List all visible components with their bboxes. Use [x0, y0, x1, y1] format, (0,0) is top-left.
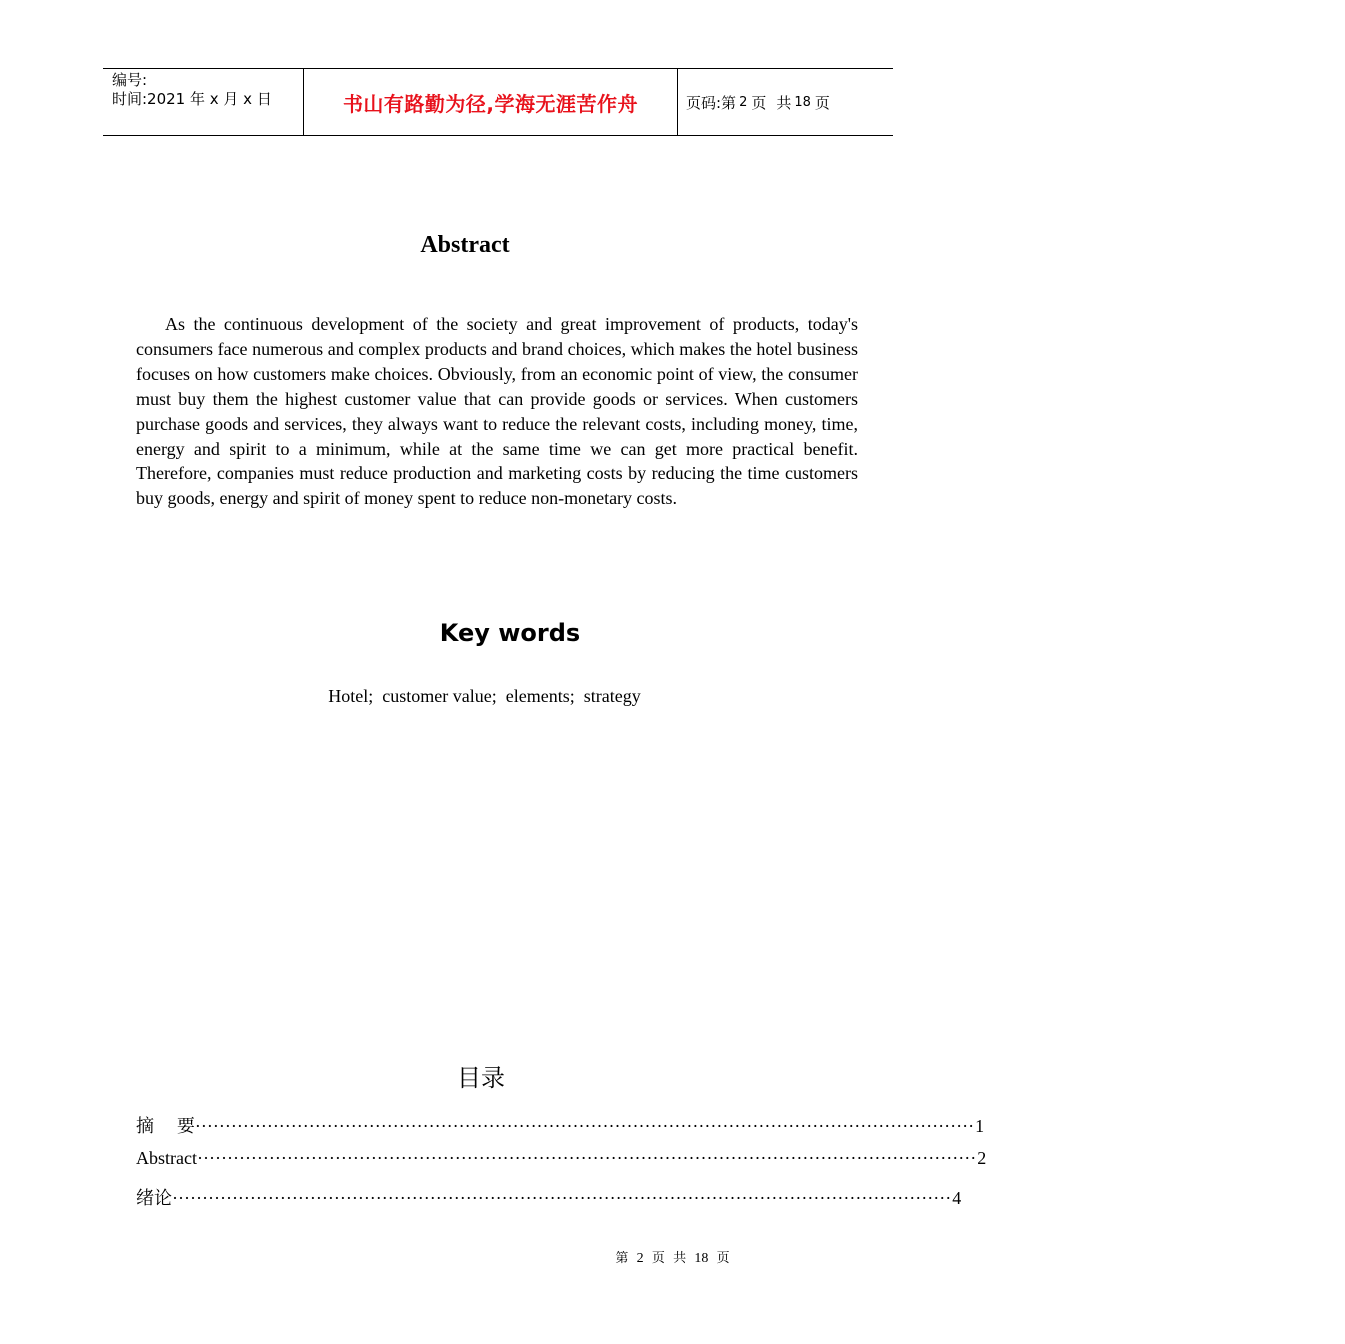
toc-leader-dots: ·································································································································· — [196, 1148, 977, 1168]
header-meta-cell — [103, 69, 304, 135]
header-page-suffix: 页 — [814, 93, 830, 112]
header-motto: 书山有路勤为径,学海无涯苦作舟 — [304, 69, 678, 135]
header-number-label: 编号: — [112, 71, 148, 89]
header-page-current: 2 — [739, 94, 748, 110]
toc-entry-page: 1 — [975, 1116, 985, 1136]
abstract-body: As the continuous development of the society and great improvement of products, today's consumers face numerous and complex products and brand choices, which makes the hotel business focuses on how customers make choices. Obviously, from an economic point of view, the consumer must buy them the highest customer value that can provide goods or services. When customers purchase goods and services, they always want to reduce the relevant costs, including money, time, energy and spirit to a minimum, while at the same time we can get more practical benefit. Therefore, companies must reduce production and marketing costs by reducing the time customers buy goods, energy and spirit of money spent to reduce non-monetary costs. — [136, 314, 858, 509]
abstract-title: Abstract — [420, 232, 510, 258]
toc-entry-page: 4 — [952, 1188, 962, 1208]
header-time-label: 时间:2021 年 x 月 x 日 — [112, 90, 272, 108]
toc-leader-dots: ·································································································································· — [194, 1116, 975, 1136]
page-header — [103, 68, 893, 136]
toc-entry[interactable] — [136, 1112, 985, 1148]
header-page-prefix: 页码:第 — [686, 93, 737, 112]
toc-entry-page: 2 — [977, 1148, 987, 1168]
page-footer — [0, 1247, 1345, 1267]
toc-entry-label: 摘 要 — [136, 1116, 195, 1137]
footer-suffix: 页 — [716, 1251, 730, 1266]
header-page-total: 18 — [794, 94, 811, 110]
footer-prefix: 第 — [615, 1251, 629, 1266]
header-page-mid: 页 — [751, 93, 767, 112]
keywords-title: Key words — [439, 619, 581, 647]
toc-title: 目录 — [457, 1064, 505, 1092]
table-of-contents — [136, 1112, 987, 1220]
toc-entry[interactable] — [136, 1148, 987, 1184]
header-page-info — [678, 69, 893, 135]
footer-total-pages: 18 — [694, 1251, 709, 1266]
keywords-text: Hotel; customer value; elements; strategy — [328, 686, 641, 706]
toc-entry-label: Abstract — [136, 1148, 197, 1168]
header-page-total-prefix: 共 — [776, 93, 792, 112]
footer-mid: 页 共 — [651, 1251, 687, 1266]
toc-leader-dots: ·································································································································· — [172, 1188, 952, 1208]
toc-entry[interactable] — [136, 1184, 962, 1220]
footer-current-page: 2 — [636, 1251, 644, 1266]
toc-entry-label: 绪论 — [136, 1188, 172, 1209]
